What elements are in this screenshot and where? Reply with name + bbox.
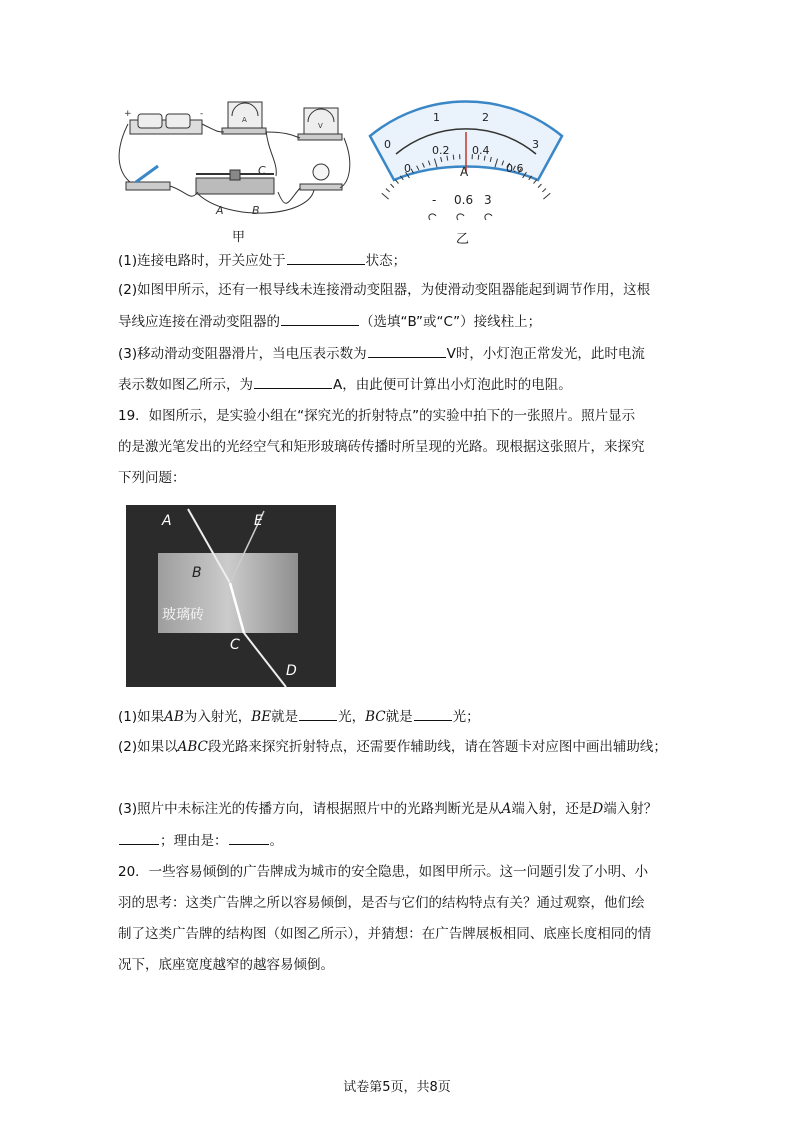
answer-blank[interactable] (119, 830, 159, 845)
terminal-minus: - (432, 193, 437, 207)
photo-label-glass: 玻璃砖 (162, 607, 204, 623)
top-scale-1: 1 (433, 111, 440, 124)
voltmeter-label: V (318, 122, 323, 130)
q20-line-3: 制了这类广告牌的结构图（如图乙所示），并猜想：在广告牌展板相同、底座长度相同的情 (118, 926, 652, 942)
photo-label-a: A (162, 513, 172, 529)
q20-line-1: 20．一些容易倾倒的广告牌成为城市的安全隐患，如图甲所示。这一问题引发了小明、小 (118, 864, 649, 880)
ammeter-dial-figure (366, 96, 566, 244)
minus-sign: - (200, 109, 204, 119)
dial-tick (386, 189, 390, 192)
top-scale-0: 0 (384, 138, 391, 151)
q20-line-4: 况下，底座宽度越窄的越容易倾倒。 (118, 957, 334, 973)
ammeter-label: A (242, 116, 247, 124)
photo-label-e: E (254, 513, 263, 529)
q19-part2: (2)如果以ABC段光路来探究折射特点，还需要作辅助线，请在答题卡对应图中画出辅助线； (118, 739, 667, 755)
dial-tick (542, 189, 546, 192)
q18-part2-line2: 导线应连接在滑动变阻器的 （选填“B”或“C”）接线柱上； (118, 311, 541, 332)
top-scale-2: 2 (482, 111, 489, 124)
q19-intro-3: 下列问题： (118, 470, 186, 486)
terminal-c-label: C (258, 164, 266, 177)
answer-blank[interactable] (229, 830, 269, 845)
page-footer: 试卷第5页，共8页 (343, 1080, 451, 1095)
bottom-scale-02: 0.2 (432, 144, 450, 157)
dial-tick (382, 193, 389, 199)
photo-label-b: B (192, 565, 202, 581)
dial-tick (533, 180, 536, 184)
answer-blank[interactable] (287, 250, 365, 265)
dial-tick (391, 184, 394, 188)
terminal-3: 3 (484, 193, 492, 207)
dial-tick (395, 180, 398, 184)
answer-blank[interactable] (281, 311, 359, 326)
dial-tick (453, 155, 454, 160)
bottom-scale-04: 0.4 (472, 144, 490, 157)
q20-line-2: 羽的思考：这类广告牌之所以容易倾倒，是否与它们的结构特点有关？通过观察，他们绘 (118, 895, 645, 911)
q19-part1: (1)如果AB为入射光，BE就是 光，BC就是 光； (118, 706, 480, 727)
q18-part3-line1: (3)移动滑动变阻器滑片，当电压表示数为 V时，小灯泡正常发光，此时电流 (118, 343, 645, 364)
photo-label-c: C (230, 637, 240, 653)
top-scale-3: 3 (532, 138, 539, 151)
terminal-b-label: B (252, 204, 260, 217)
circuit-caption: 甲 (232, 230, 246, 245)
q18-part2-line1: (2)如图甲所示，还有一根导线未连接滑动变阻器，为使滑动变阻器能起到调节作用，这根 (118, 282, 651, 298)
meter-unit: A (460, 165, 469, 179)
q19-part3-line1: (3)照片中未标注光的传播方向，请根据照片中的光路判断光是从A端入射，还是D端入射？ (118, 801, 658, 817)
bottom-scale-06: 0.6 (506, 162, 524, 175)
answer-blank[interactable] (414, 706, 452, 721)
bottom-scale-0: 0 (404, 162, 411, 175)
q19-intro-1: 19．如图所示，是实验小组在“探究光的折射特点”的实验中拍下的一张照片。照片显示 (118, 408, 636, 424)
answer-blank[interactable] (299, 706, 337, 721)
terminal-a-label: A (216, 204, 224, 217)
plus-sign: + (124, 109, 132, 119)
q18-part1: (1)连接电路时，开关应处于 状态； (118, 250, 406, 271)
dial-tick (538, 184, 541, 188)
photo-label-d: D (286, 663, 297, 679)
dial-tick (543, 193, 550, 199)
q19-intro-2: 的是激光笔发出的光经空气和矩形玻璃砖传播时所呈现的光路。现根据这张照片，来探究 (118, 439, 645, 455)
circuit-figure (118, 92, 358, 242)
refraction-photo (126, 505, 336, 687)
answer-blank[interactable] (368, 343, 446, 358)
meter-caption: 乙 (456, 232, 470, 247)
terminal-06: 0.6 (454, 193, 474, 207)
answer-blank[interactable] (254, 374, 332, 389)
q18-part3-line2: 表示数如图乙所示，为 A，由此便可计算出小灯泡此时的电阻。 (118, 374, 572, 395)
q19-part3-line2: ；理由是： 。 (118, 830, 283, 851)
